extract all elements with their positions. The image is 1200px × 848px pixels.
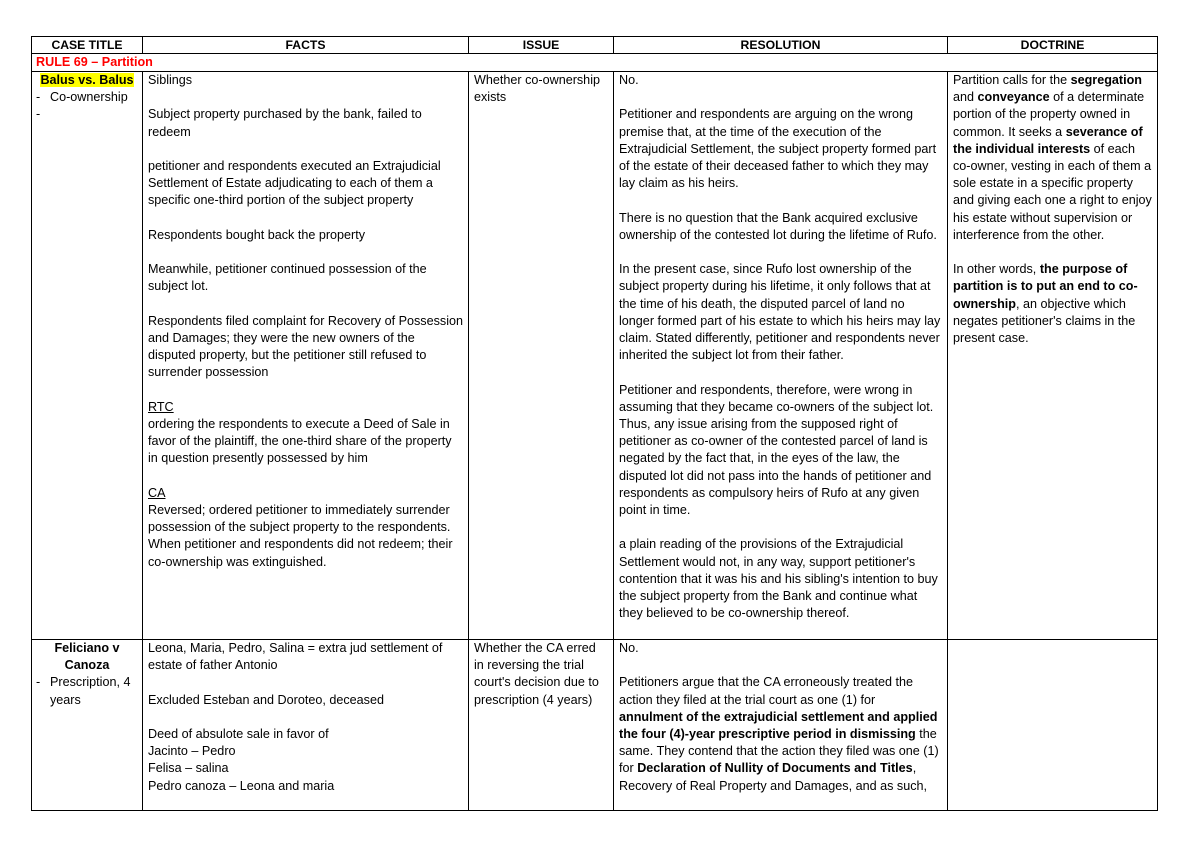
- resolution-cell: [614, 640, 948, 811]
- doctrine-cell: [948, 640, 1158, 811]
- header-issue: ISSUE: [469, 37, 614, 54]
- issue-cell: [469, 640, 614, 811]
- doctrine-cell: [948, 72, 1158, 640]
- case-tag: Prescription, 4 years: [50, 675, 131, 707]
- resolution-text: No.: [619, 641, 639, 655]
- facts-text: Deed of absulote sale in favor of: [148, 726, 329, 741]
- case-title-cell: Balus vs. Balus - Co-ownership -: [32, 72, 143, 640]
- doctrine-text: Partition calls for the segregation and conveyance of a determinate portion of the property owned in common. It seeks a severance of the individual interests of each co-owner, vesting in each of them a sole estate in a specific property and giving each one a right to enjoy his estate without supervision or interference from the other.: [953, 73, 1152, 242]
- facts-text: Respondents bought back the property: [148, 227, 366, 242]
- facts-text: Subject property purchased by the bank, failed to redeem: [148, 107, 422, 139]
- section-title: RULE 69 – Partition: [32, 54, 1158, 72]
- case-digest-table: [31, 36, 1158, 811]
- resolution-text: Petitioner and respondents are arguing on the wrong premise that, at the time of the execution of the Extrajudicial Settlement, the subject property formed part of the estate of their deceased father to which they may lay claim as his heirs.: [619, 107, 937, 191]
- header-case-title: CASE TITLE: [32, 37, 143, 54]
- issue-text: Whether co-ownership exists: [474, 73, 600, 105]
- case-row: [32, 72, 1158, 640]
- header-doctrine: DOCTRINE: [948, 37, 1158, 54]
- case-title: Balus vs. Balus: [40, 73, 134, 87]
- facts-text: petitioner and respondents executed an Extrajudicial Settlement of Estate adjudicating to each of them a specific one-third portion of the subject property: [148, 158, 441, 208]
- doctrine-text: In other words, the purpose of partition is to put an end to co-ownership, an objective which negates petitioner's claims in the present case.: [953, 262, 1138, 346]
- section-row: [32, 54, 1158, 72]
- facts-text: Meanwhile, petitioner continued possession of the subject lot.: [148, 262, 427, 294]
- ca-label: CA: [148, 485, 166, 500]
- facts-text: Leona, Maria, Pedro, Salina = extra jud settlement of estate of father Antonio: [148, 641, 443, 673]
- facts-cell: [143, 640, 469, 811]
- resolution-text: a plain reading of the provisions of the Extrajudicial Settlement would not, in any way, support petitioner's contention that it was his and his sibling's intention to buy the subject property from the Bank and continue what they believed to be co-ownership thereof.: [619, 537, 938, 621]
- facts-text: Reversed; ordered petitioner to immediately surrender possession of the subject property to the respondents.: [148, 502, 451, 535]
- header-facts: FACTS: [143, 37, 469, 54]
- header-row: [32, 37, 1158, 54]
- resolution-cell: [614, 72, 948, 640]
- issue-text: Whether the CA erred in reversing the trial court's decision due to prescription (4 years): [474, 641, 599, 707]
- case-tag: Co-ownership: [50, 90, 128, 105]
- case-title: Feliciano v Canoza: [54, 641, 120, 673]
- header-resolution: RESOLUTION: [614, 37, 948, 54]
- rtc-label: RTC: [148, 399, 174, 414]
- resolution-text: No.: [619, 73, 639, 87]
- issue-cell: [469, 72, 614, 640]
- resolution-text: There is no question that the Bank acquired exclusive ownership of the contested lot during the lifetime of Rufo.: [619, 210, 937, 242]
- resolution-text: Petitioner and respondents, therefore, were wrong in assuming that they became co-owners of the subject lot. Thus, any issue arising from the supposed right of petitioner as co-owner of the contested parcel of land is negated by the fact that, in the eyes of the law, the disputed lot did not pass into the hands of petitioner and respondents as compulsory heirs of Rufo at any given point in time.: [619, 382, 934, 518]
- facts-text: Pedro canoza – Leona and maria: [148, 778, 335, 793]
- facts-cell: [143, 72, 469, 640]
- facts-text: ordering the respondents to execute a Deed of Sale in favor of the plaintiff, the one-third share of the property in question presently possessed by him: [148, 416, 452, 466]
- facts-text: Siblings: [148, 73, 193, 87]
- facts-text: Respondents filed complaint for Recovery of Possession and Damages; they were the new owners of the disputed property, but the petitioner still refused to surrender possession: [148, 313, 464, 380]
- facts-text: Jacinto – Pedro: [148, 744, 236, 759]
- facts-text: Felisa – salina: [148, 761, 229, 776]
- facts-text: When petitioner and respondents did not redeem; their co-ownership was extinguished.: [148, 537, 453, 569]
- case-row: [32, 640, 1158, 811]
- case-title-cell: Feliciano v Canoza - Prescription, 4 years: [32, 640, 143, 811]
- resolution-text: In the present case, since Rufo lost ownership of the subject property during his lifetime, it only follows that at the time of his death, the disputed parcel of land no longer formed part of his estate to which his heirs may lay claim. Stated differently, petitioner and respondents never inherited the subject lot from their father.: [619, 262, 941, 363]
- facts-text: Excluded Esteban and Doroteo, deceased: [148, 692, 384, 707]
- resolution-text: Petitioners argue that the CA erroneously treated the action they filed at the trial court as one (1) for annulment of the extrajudicial settlement and applied the four (4)-year prescriptive period in dismissing the same. They contend that the action they filed was one (1) for Declaration of Nullity of Documents and Titles, Recovery of Real Property and Damages, and as such,: [619, 675, 939, 793]
